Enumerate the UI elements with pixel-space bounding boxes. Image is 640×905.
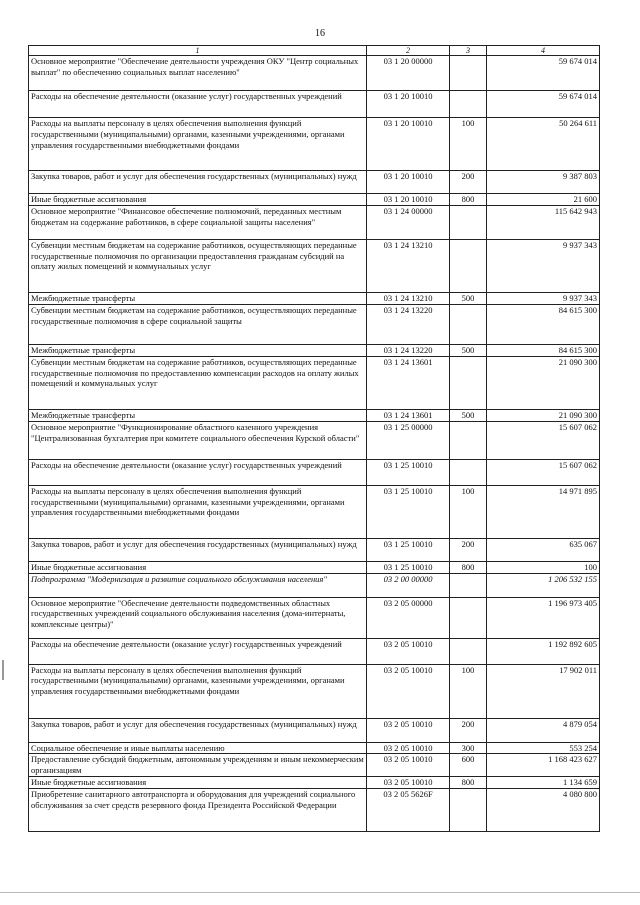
row-code: 03 1 24 13210 <box>367 292 450 304</box>
column-header-name: 1 <box>29 46 367 56</box>
row-name: Основное мероприятие "Обеспечение деятельности учреждения ОКУ "Центр социальных выплат" по обеспечению социальных выплат населению" <box>29 56 367 91</box>
table-row <box>29 171 600 194</box>
row-type: 600 <box>450 754 487 777</box>
row-amount: 4 080 800 <box>487 788 600 831</box>
row-type <box>450 304 487 344</box>
row-name: Расходы на выплаты персоналу в целях обеспечения выполнения функций государственными (муниципальными) органами, казенными учреждениями, органами управления государственными внебюджетными фондами <box>29 118 367 171</box>
row-code: 03 1 25 10010 <box>367 538 450 561</box>
table-row <box>29 597 600 638</box>
table-row <box>29 118 600 171</box>
row-type <box>450 421 487 459</box>
row-amount: 1 192 892 605 <box>487 638 600 664</box>
table-row <box>29 485 600 538</box>
row-amount: 1 196 973 405 <box>487 597 600 638</box>
row-name: Закупка товаров, работ и услуг для обеспечения государственных (муниципальных) нужд <box>29 718 367 742</box>
row-amount: 9 387 803 <box>487 171 600 194</box>
row-code: 03 2 00 00000 <box>367 573 450 597</box>
row-name: Основное мероприятие "Функционирование областного казенного учреждения "Централизованная бухгалтерия при комитете социального обеспечения Курской области" <box>29 421 367 459</box>
row-name: Основное мероприятие "Финансовое обеспечение полномочий, переданных местным бюджетам на содержание работников, в сфере социальной защиты населения" <box>29 205 367 239</box>
row-type: 100 <box>450 118 487 171</box>
row-type: 500 <box>450 409 487 421</box>
row-name: Субвенции местным бюджетам на содержание работников, осуществляющих переданные государственные полномочия по предоставлению компенсации расходов на оплату жилых помещений и коммунальных услуг <box>29 356 367 409</box>
row-code: 03 1 24 13601 <box>367 356 450 409</box>
table-row <box>29 194 600 206</box>
row-type <box>450 597 487 638</box>
row-amount: 100 <box>487 561 600 573</box>
row-type <box>450 205 487 239</box>
table-row <box>29 205 600 239</box>
table-row <box>29 638 600 664</box>
row-name: Межбюджетные трансферты <box>29 409 367 421</box>
row-amount: 15 607 062 <box>487 421 600 459</box>
scan-artifact <box>2 660 4 680</box>
row-amount: 50 264 611 <box>487 118 600 171</box>
row-type: 800 <box>450 776 487 788</box>
row-amount: 59 674 014 <box>487 56 600 91</box>
row-type: 100 <box>450 485 487 538</box>
row-amount: 1 206 532 155 <box>487 573 600 597</box>
row-name: Приобретение санитарного автотранспорта и оборудования для учреждений социального обслуживания за счет средств резервного фонда Президента Российской Федерации <box>29 788 367 831</box>
row-amount: 4 879 054 <box>487 718 600 742</box>
table-row <box>29 754 600 777</box>
table-row <box>29 292 600 304</box>
table-row <box>29 239 600 292</box>
table-row <box>29 788 600 831</box>
row-code: 03 1 24 13601 <box>367 409 450 421</box>
row-amount: 59 674 014 <box>487 91 600 118</box>
row-code: 03 1 20 10010 <box>367 171 450 194</box>
row-code: 03 1 24 13220 <box>367 304 450 344</box>
budget-table <box>28 45 600 832</box>
row-amount: 84 615 300 <box>487 344 600 356</box>
row-code: 03 2 05 10010 <box>367 742 450 754</box>
table-row <box>29 776 600 788</box>
table-row <box>29 409 600 421</box>
row-amount: 1 168 423 627 <box>487 754 600 777</box>
row-type <box>450 573 487 597</box>
row-type <box>450 788 487 831</box>
row-name: Субвенции местным бюджетам на содержание работников, осуществляющих переданные государственные полномочия в сфере социальной защиты <box>29 304 367 344</box>
row-code: 03 2 05 00000 <box>367 597 450 638</box>
column-header-code: 2 <box>367 46 450 56</box>
row-name: Иные бюджетные ассигнования <box>29 561 367 573</box>
row-type: 100 <box>450 664 487 718</box>
row-code: 03 1 25 10010 <box>367 459 450 485</box>
row-code: 03 2 05 5626F <box>367 788 450 831</box>
row-type: 500 <box>450 292 487 304</box>
row-amount: 84 615 300 <box>487 304 600 344</box>
table-row <box>29 459 600 485</box>
table-row <box>29 573 600 597</box>
table-row <box>29 561 600 573</box>
table-row <box>29 742 600 754</box>
table-row <box>29 421 600 459</box>
row-code: 03 1 20 00000 <box>367 56 450 91</box>
row-code: 03 2 05 10010 <box>367 664 450 718</box>
row-name: Закупка товаров, работ и услуг для обеспечения государственных (муниципальных) нужд <box>29 538 367 561</box>
table-row <box>29 664 600 718</box>
row-type <box>450 459 487 485</box>
row-type: 800 <box>450 561 487 573</box>
row-name: Иные бюджетные ассигнования <box>29 776 367 788</box>
row-type <box>450 239 487 292</box>
row-amount: 15 607 062 <box>487 459 600 485</box>
table-row <box>29 356 600 409</box>
row-name: Расходы на обеспечение деятельности (оказание услуг) государственных учреждений <box>29 459 367 485</box>
row-type <box>450 638 487 664</box>
row-name: Расходы на выплаты персоналу в целях обеспечения выполнения функций государственными (муниципальными) органами, казенными учреждениями, органами управления государственными внебюджетными фондами <box>29 485 367 538</box>
row-name: Иные бюджетные ассигнования <box>29 194 367 206</box>
row-code: 03 1 24 00000 <box>367 205 450 239</box>
row-name: Субвенции местным бюджетам на содержание работников, осуществляющих переданные государственные полномочия по организации предоставления гражданам субсидий на оплату жилых помещений и коммунальных услуг <box>29 239 367 292</box>
row-type: 200 <box>450 718 487 742</box>
row-type: 300 <box>450 742 487 754</box>
row-amount: 635 067 <box>487 538 600 561</box>
table-header-row <box>29 46 600 56</box>
row-type: 500 <box>450 344 487 356</box>
row-name: Расходы на выплаты персоналу в целях обеспечения выполнения функций государственными (муниципальными) органами, казенными учреждениями, органами управления государственными внебюджетными фондами <box>29 664 367 718</box>
row-type <box>450 56 487 91</box>
row-amount: 115 642 943 <box>487 205 600 239</box>
table-row <box>29 344 600 356</box>
row-name: Предоставление субсидий бюджетным, автономным учреждениям и иным некоммерческим организациям <box>29 754 367 777</box>
row-amount: 14 971 895 <box>487 485 600 538</box>
row-code: 03 2 05 10010 <box>367 776 450 788</box>
table-row <box>29 718 600 742</box>
row-name: Социальное обеспечение и иные выплаты населению <box>29 742 367 754</box>
row-name: Закупка товаров, работ и услуг для обеспечения государственных (муниципальных) нужд <box>29 171 367 194</box>
row-amount: 9 937 343 <box>487 239 600 292</box>
table-row <box>29 304 600 344</box>
column-header-amount: 4 <box>487 46 600 56</box>
row-amount: 21 090 300 <box>487 356 600 409</box>
row-code: 03 1 25 00000 <box>367 421 450 459</box>
row-type <box>450 91 487 118</box>
page-number: 16 <box>315 28 325 39</box>
row-code: 03 2 05 10010 <box>367 638 450 664</box>
row-code: 03 2 05 10010 <box>367 754 450 777</box>
row-type <box>450 356 487 409</box>
row-code: 03 1 20 10010 <box>367 194 450 206</box>
row-amount: 1 134 659 <box>487 776 600 788</box>
row-amount: 21 600 <box>487 194 600 206</box>
column-header-type: 3 <box>450 46 487 56</box>
row-name: Расходы на обеспечение деятельности (оказание услуг) государственных учреждений <box>29 91 367 118</box>
row-type: 200 <box>450 171 487 194</box>
row-code: 03 2 05 10010 <box>367 718 450 742</box>
row-code: 03 1 25 10010 <box>367 485 450 538</box>
table-row <box>29 538 600 561</box>
row-code: 03 1 24 13220 <box>367 344 450 356</box>
row-code: 03 1 20 10010 <box>367 118 450 171</box>
row-code: 03 1 24 13210 <box>367 239 450 292</box>
row-amount: 9 937 343 <box>487 292 600 304</box>
row-name: Подпрограмма "Модернизация и развитие социального обслуживания населения" <box>29 573 367 597</box>
page-bottom-edge <box>0 892 640 893</box>
row-amount: 17 902 011 <box>487 664 600 718</box>
row-type: 200 <box>450 538 487 561</box>
row-name: Межбюджетные трансферты <box>29 344 367 356</box>
row-name: Основное мероприятие "Обеспечение деятельности подведомственных областных государственных учреждений социального обслуживания населения (дома-интернаты, комплексные центры)" <box>29 597 367 638</box>
row-name: Межбюджетные трансферты <box>29 292 367 304</box>
row-code: 03 1 25 10010 <box>367 561 450 573</box>
row-amount: 21 090 300 <box>487 409 600 421</box>
row-amount: 553 254 <box>487 742 600 754</box>
row-name: Расходы на обеспечение деятельности (оказание услуг) государственных учреждений <box>29 638 367 664</box>
table-row <box>29 56 600 91</box>
row-code: 03 1 20 10010 <box>367 91 450 118</box>
row-type: 800 <box>450 194 487 206</box>
table-row <box>29 91 600 118</box>
